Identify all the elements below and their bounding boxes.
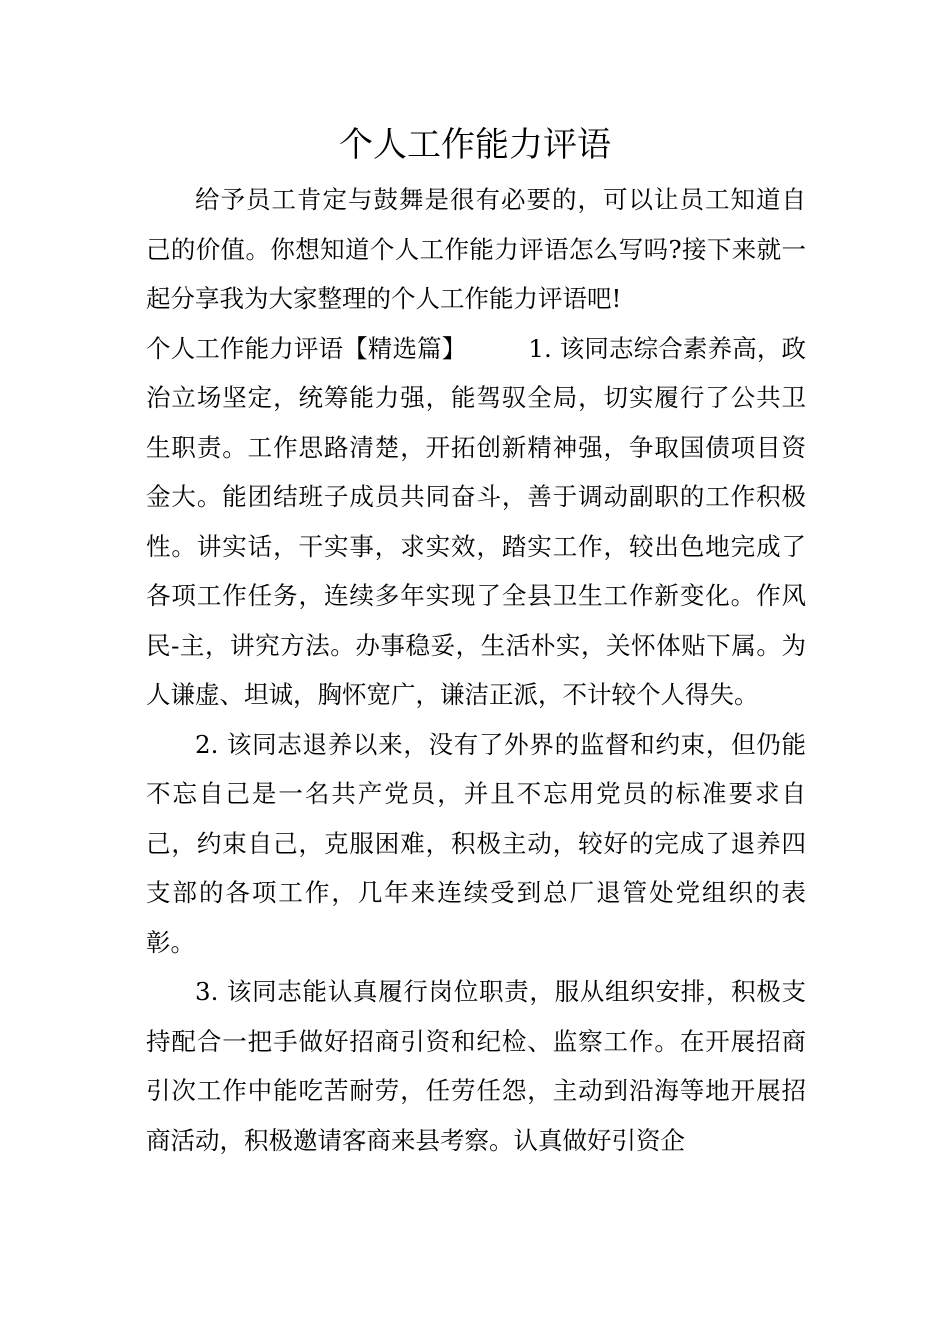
document-title: 个人工作能力评语 xyxy=(339,125,611,165)
section-heading: 个人工作能力评语【精选篇】 xyxy=(146,333,467,363)
intro-paragraph: 给予员工肯定与鼓舞是很有必要的，可以让员工知道自己的价值。你想知道个人工作能力评语怎么写吗?接下来就一起分享我为大家整理的个人工作能力评语吧! xyxy=(146,185,806,313)
section-paragraph xyxy=(146,324,806,720)
comment-item-3: 3. 该同志能认真履行岗位职责，服从组织安排，积极支持配合一把手做好招商引资和纪检、监察工作。在开展招商引次工作中能吃苦耐劳，任劳任怨，主动到沿海等地开展招商活动，积极邀请客商来县考察。认真做好引资企 xyxy=(146,977,806,1155)
comment-item-1: 1. 该同志综合素养高，政治立场坚定，统筹能力强，能驾驭全局，切实履行了公共卫生职责。工作思路清楚，开拓创新精神强，争取国债项目资金大。能团结班子成员共同奋斗，善于调动副职的工作积极性。讲实话，干实事，求实效，踏实工作，较出色地完成了各项工作任务，连续多年实现了全县卫生工作新变化。作风民-主，讲究方法。办事稳妥，生活朴实，关怀体贴下属。为人谦虚、坦诚，胸怀宽广，谦洁正派，不计较个人得失。 xyxy=(146,333,806,709)
comment-item-2: 2. 该同志退养以来，没有了外界的监督和约束，但仍能不忘自己是一名共产党员，并且不忘用党员的标准要求自己，约束自己，克服困难，积极主动，较好的完成了退养四支部的各项工作，几年来连续受到总厂退管处党组织的表彰。 xyxy=(146,729,806,957)
document-body xyxy=(146,175,806,1165)
